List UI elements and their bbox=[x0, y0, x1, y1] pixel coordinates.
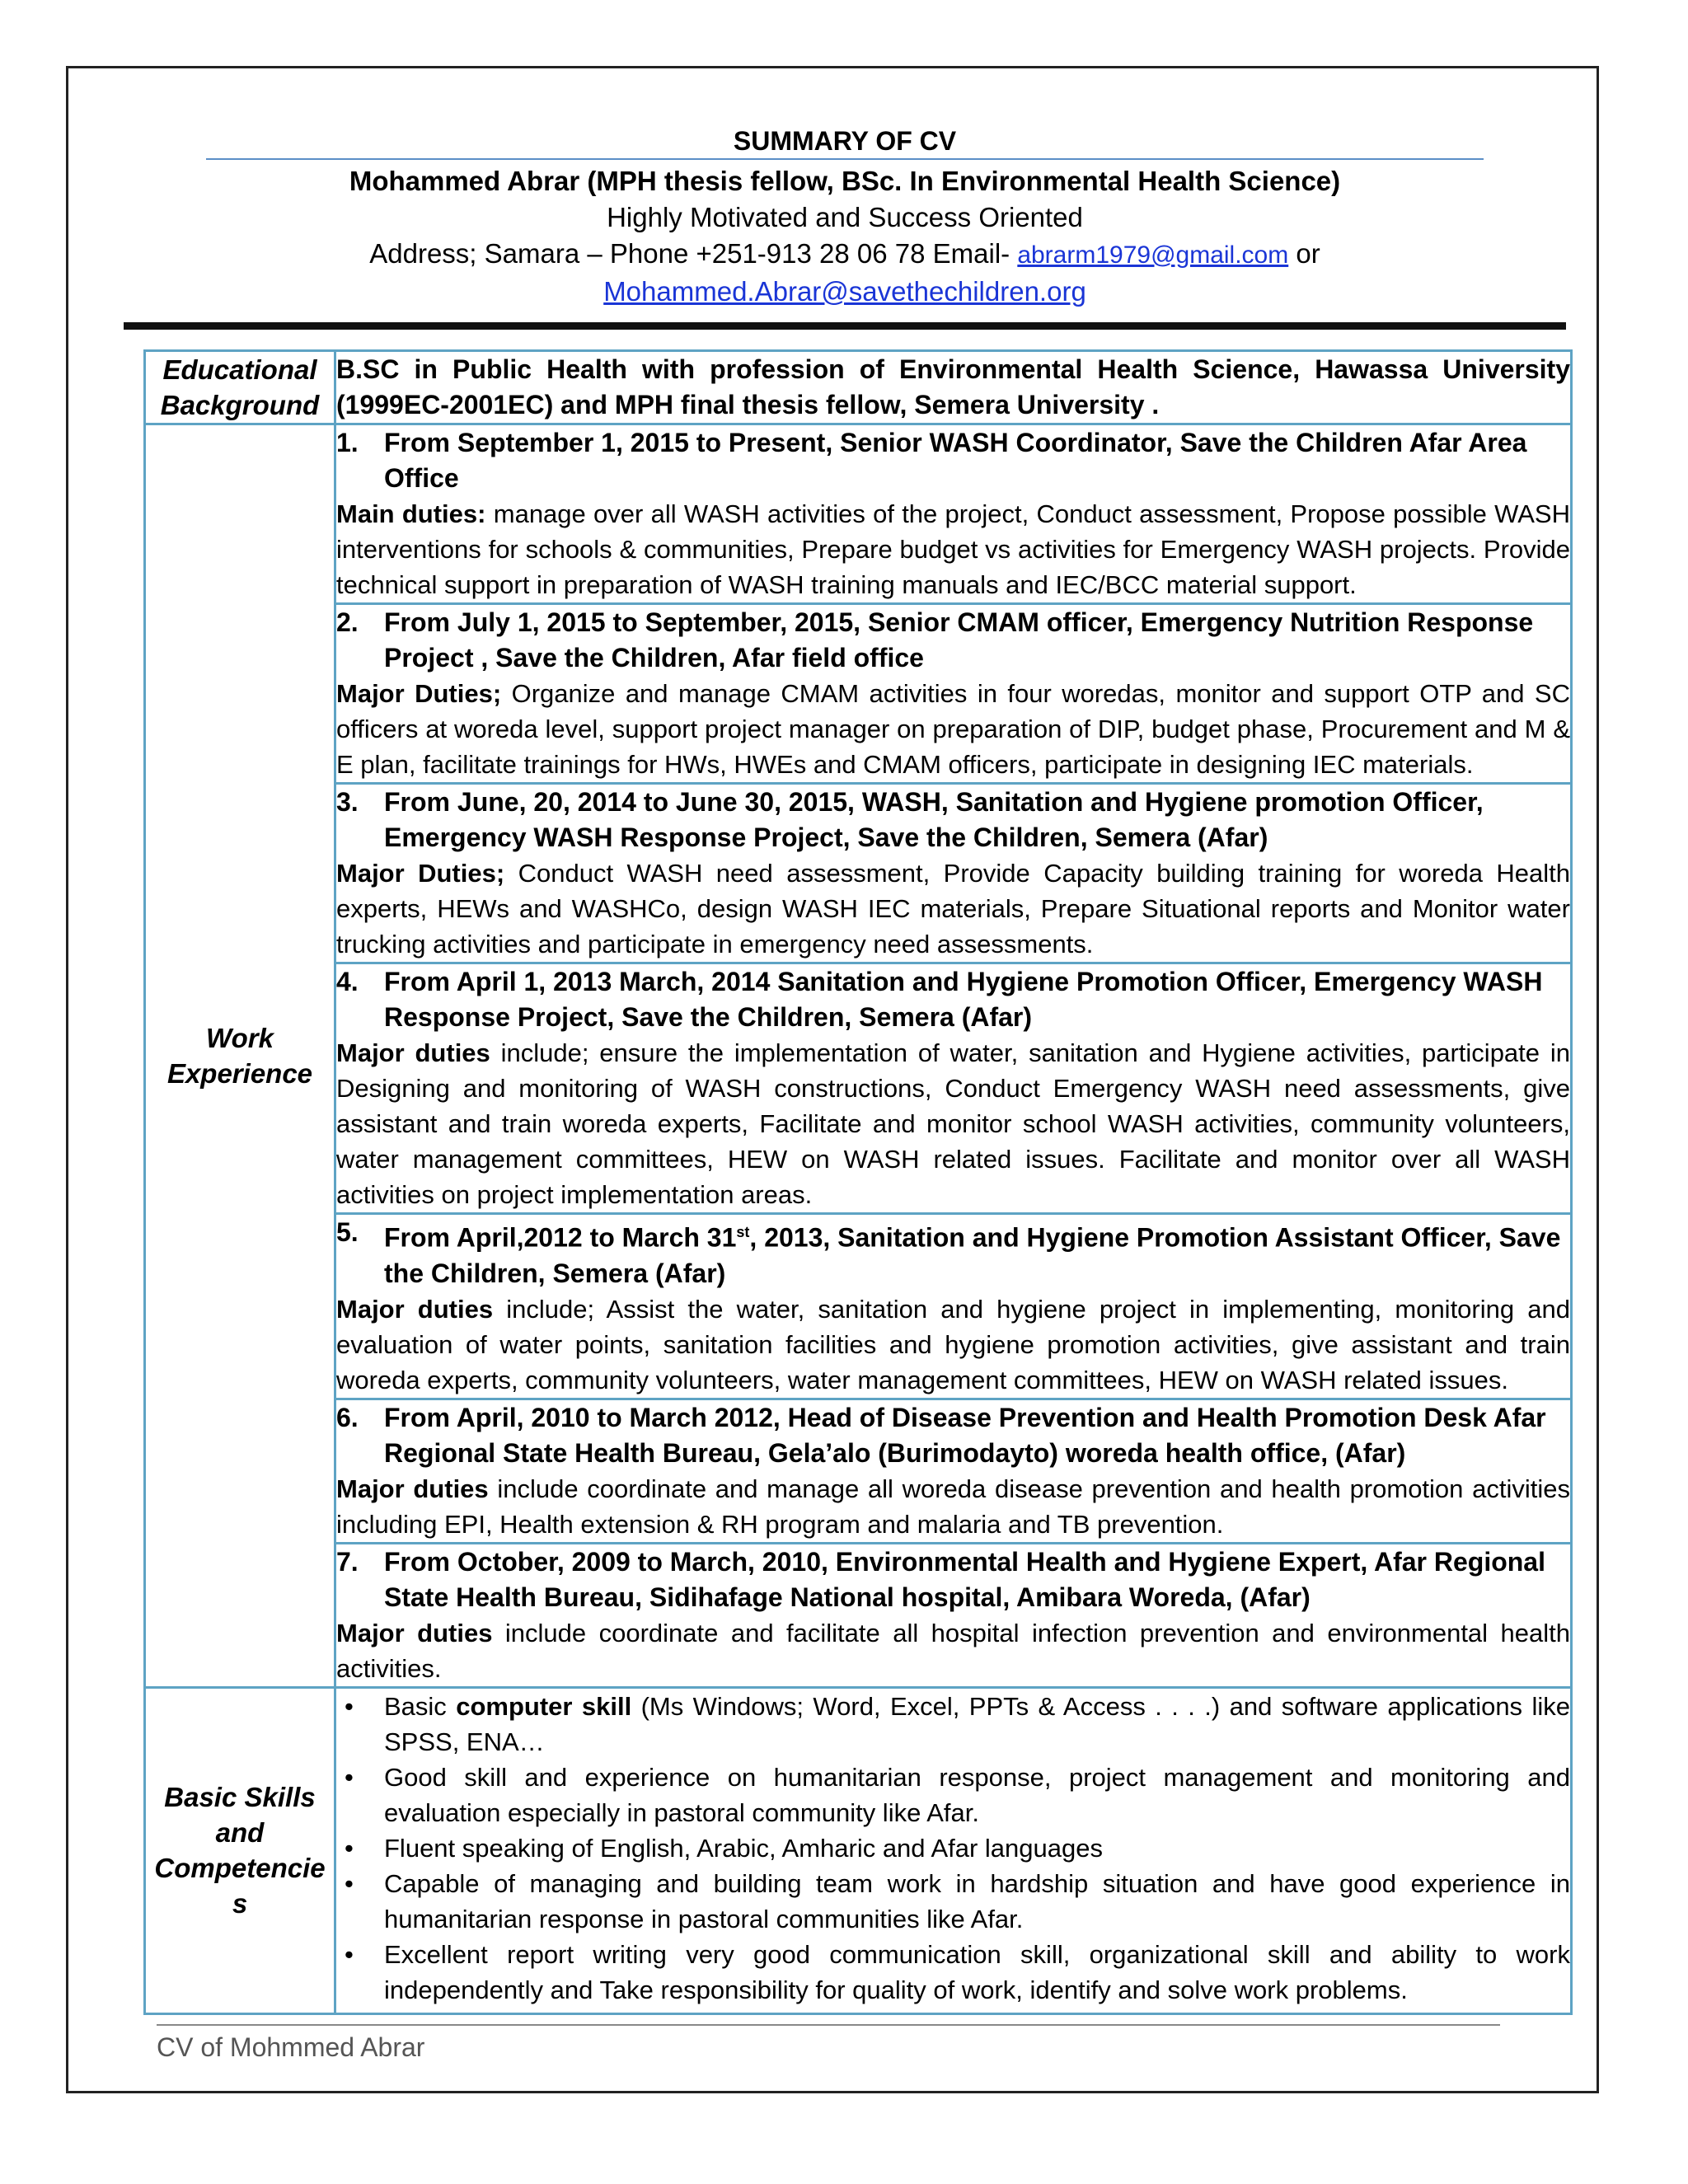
work-entry-duties bbox=[336, 1471, 1570, 1542]
skills-list bbox=[336, 1689, 1570, 2008]
work-entry-duties bbox=[336, 676, 1570, 782]
entry-number: 6. bbox=[336, 1402, 359, 1432]
skill-text: Basic bbox=[384, 1691, 457, 1721]
page-title: SUMMARY OF CV bbox=[733, 126, 957, 156]
work-row bbox=[145, 1543, 1572, 1687]
work-experience-label-text: Work Experience bbox=[166, 1022, 313, 1089]
cv-header bbox=[206, 124, 1484, 310]
address-phone-text: Address; Samara – Phone +251-913 28 06 78 Email- bbox=[369, 238, 1010, 269]
entry-title-text: From September 1, 2015 to Present, Senior WASH Coordinator, Save the Children Afar Area Office bbox=[384, 428, 1527, 493]
entry-title-text: From April 1, 2013 March, 2014 Sanitation and Hygiene Promotion Officer, Emergency WASH Response Project, Save the Children, Semera (Afar) bbox=[384, 967, 1543, 1032]
work-row bbox=[145, 604, 1572, 784]
duties-text: include; Assist the water, sanitation and hygiene project in implementing, monitoring and evaluation of water points, sanitation facilities and hygiene promotion activities, give assistant and train woreda experts, community volunteers, water management committees, HEW on WASH related issues. bbox=[336, 1294, 1570, 1394]
work-entry-3 bbox=[335, 784, 1572, 963]
entry-number: 4. bbox=[336, 967, 359, 996]
skill-text: (Ms Windows; Word, Excel, PPTs & Access . . . .) and software applications like SPSS, ENA… bbox=[384, 1691, 1570, 1756]
education-content bbox=[335, 351, 1572, 424]
entry-number: 1. bbox=[336, 428, 359, 457]
tagline: Highly Motivated and Success Oriented bbox=[607, 202, 1083, 232]
bullet-icon: • bbox=[345, 1833, 354, 1863]
skill-item bbox=[336, 1937, 1570, 2008]
bullet-icon: • bbox=[345, 1762, 354, 1792]
duties-text: include coordinate and manage all woreda disease prevention and health promotion activities including EPI, Health extension & RH program and malaria and TB prevention. bbox=[336, 1474, 1570, 1539]
work-row bbox=[145, 1399, 1572, 1543]
cv-table bbox=[143, 349, 1573, 2015]
work-entry-duties bbox=[336, 1291, 1570, 1398]
education-label: Educational Background bbox=[145, 351, 335, 424]
candidate-name: Mohammed Abrar (MPH thesis fellow, BSc. In Environmental Health Science) bbox=[349, 166, 1341, 196]
duties-text: include; ensure the implementation of water, sanitation and Hygiene activities, participate in Designing and monitoring of WASH constructions, Conduct Emergency WASH need assessments, give assistant and train woreda experts, Facilitate and monitor school WASH activities, community volunteers, water management committees, HEW on WASH related issues. Facilitate and monitor over all WASH activities on project implementation areas. bbox=[336, 1038, 1570, 1209]
skill-bold-text: computer skill bbox=[456, 1691, 632, 1721]
duties-text: manage over all WASH activities of the project, Conduct assessment, Propose possible WASH interventions for schools & communities, Prepare budget vs activities for Emergency WASH projects. Provide technical support in preparation of WASH training manuals and IEC/BCC material support. bbox=[336, 499, 1570, 599]
entry-title-text bbox=[384, 1215, 1570, 1291]
duties-label: Major Duties; bbox=[336, 679, 502, 708]
header-divider bbox=[124, 322, 1566, 330]
duties-label: Major duties bbox=[336, 1474, 489, 1503]
work-entry-title bbox=[336, 425, 1570, 496]
bullet-icon: • bbox=[345, 1939, 354, 1969]
work-row bbox=[145, 1214, 1572, 1399]
work-entry-7 bbox=[335, 1543, 1572, 1687]
duties-label: Major duties bbox=[336, 1294, 494, 1324]
skill-item bbox=[336, 1866, 1570, 1937]
title-superscript: st bbox=[736, 1224, 750, 1240]
work-entry-title bbox=[336, 605, 1570, 676]
or-text: or bbox=[1296, 238, 1320, 269]
work-entry-2 bbox=[335, 604, 1572, 784]
footer-divider bbox=[157, 2024, 1500, 2026]
work-entry-duties bbox=[336, 855, 1570, 962]
bullet-icon: • bbox=[345, 1691, 354, 1721]
title-underline bbox=[206, 158, 1484, 160]
contact-line bbox=[206, 236, 1484, 274]
duties-text: Conduct WASH need assessment, Provide Capacity building training for woreda Health experts, HEWs and WASHCo, design WASH IEC materials, Prepare Situational reports and Monitor water trucking activities and participate in emergency need assessments. bbox=[336, 859, 1570, 958]
skill-text: Good skill and experience on humanitarian response, project management and monitoring and evaluation especially in pastoral community like Afar. bbox=[384, 1762, 1570, 1827]
work-entry-4 bbox=[335, 963, 1572, 1214]
skills-label: Basic Skills and Competencie s bbox=[145, 1687, 335, 2013]
work-entry-title bbox=[336, 1215, 1570, 1291]
skill-item bbox=[336, 1689, 1570, 1760]
education-text: B.SC in Public Health with profession of Environmental Health Science, Hawassa University (1999EC-2001EC) and MPH final thesis fellow, Semera University . bbox=[336, 354, 1570, 419]
skill-text: Fluent speaking of English, Arabic, Amharic and Afar languages bbox=[384, 1833, 1103, 1863]
duties-text: include coordinate and facilitate all hospital infection prevention and environmental health activities. bbox=[336, 1618, 1570, 1683]
page-footer: CV of Mohmmed Abrar bbox=[157, 2032, 425, 2062]
work-entry-title bbox=[336, 1400, 1570, 1471]
entry-title-text: From April, 2010 to March 2012, Head of Disease Prevention and Health Promotion Desk Afar Regional State Health Bureau, Gela’alo (Burimodayto) woreda health office, (Afar) bbox=[384, 1402, 1546, 1468]
entry-number: 7. bbox=[336, 1546, 359, 1577]
duties-label: Major duties bbox=[336, 1618, 493, 1647]
work-entry-6 bbox=[335, 1399, 1572, 1543]
skill-item bbox=[336, 1830, 1570, 1866]
work-entry-duties bbox=[336, 1035, 1570, 1212]
title-part: From April,2012 to March 31 bbox=[384, 1222, 737, 1253]
work-entry-duties bbox=[336, 1615, 1570, 1686]
entry-number: 2. bbox=[336, 607, 359, 637]
duties-text: Organize and manage CMAM activities in four woredas, monitor and support OTP and SC officers at woreda level, support project manager on preparation of DIP, budget phase, Procurement and M & E plan, facilitate trainings for HWs, HWEs and CMAM officers, participate in designing IEC materials. bbox=[336, 679, 1570, 779]
entry-title-text: From October, 2009 to March, 2010, Environmental Health and Hygiene Expert, Afar Regional State Health Bureau, Sidihafage National hospital, Amibara Woreda, (Afar) bbox=[384, 1546, 1545, 1612]
skills-row bbox=[145, 1687, 1572, 2013]
work-row bbox=[145, 424, 1572, 604]
skills-content bbox=[335, 1687, 1572, 2013]
bullet-icon: • bbox=[345, 1868, 354, 1898]
work-entry-5 bbox=[335, 1214, 1572, 1399]
skill-text: Capable of managing and building team work in hardship situation and have good experience in humanitarian response in pastoral communities like Afar. bbox=[384, 1868, 1570, 1933]
skill-text: Excellent report writing very good communication skill, organizational skill and ability to work independently and Take responsibility for quality of work, identify and solve work problems. bbox=[384, 1939, 1570, 2004]
work-entry-title bbox=[336, 1544, 1570, 1615]
email-link-savethechildren[interactable]: Mohammed.Abrar@savethechildren.org bbox=[603, 276, 1086, 307]
work-entry-1 bbox=[335, 424, 1572, 604]
entry-title-text: From July 1, 2015 to September, 2015, Senior CMAM officer, Emergency Nutrition Response Project , Save the Children, Afar field office bbox=[384, 607, 1534, 673]
work-entry-title bbox=[336, 785, 1570, 855]
work-entry-title bbox=[336, 964, 1570, 1035]
duties-label: Major duties bbox=[336, 1038, 490, 1067]
title-part: , 2013, Sanitation and Hygiene Promotion Assistant Officer, Save the Children, Semera (Afar) bbox=[384, 1222, 1561, 1288]
work-row bbox=[145, 963, 1572, 1214]
duties-label: Main duties: bbox=[336, 499, 486, 528]
education-row bbox=[145, 351, 1572, 424]
duties-label: Major Duties; bbox=[336, 859, 505, 888]
work-entry-duties bbox=[336, 496, 1570, 602]
entry-number: 3. bbox=[336, 787, 359, 817]
work-row bbox=[145, 784, 1572, 963]
work-experience-label bbox=[145, 424, 335, 1688]
entry-title-text: From June, 20, 2014 to June 30, 2015, WASH, Sanitation and Hygiene promotion Officer, Emergency WASH Response Project, Save the Children, Semera (Afar) bbox=[384, 787, 1484, 852]
email-link-gmail[interactable]: abrarm1979@gmail.com bbox=[1017, 241, 1289, 269]
skill-item bbox=[336, 1760, 1570, 1830]
entry-number: 5. bbox=[336, 1217, 359, 1247]
